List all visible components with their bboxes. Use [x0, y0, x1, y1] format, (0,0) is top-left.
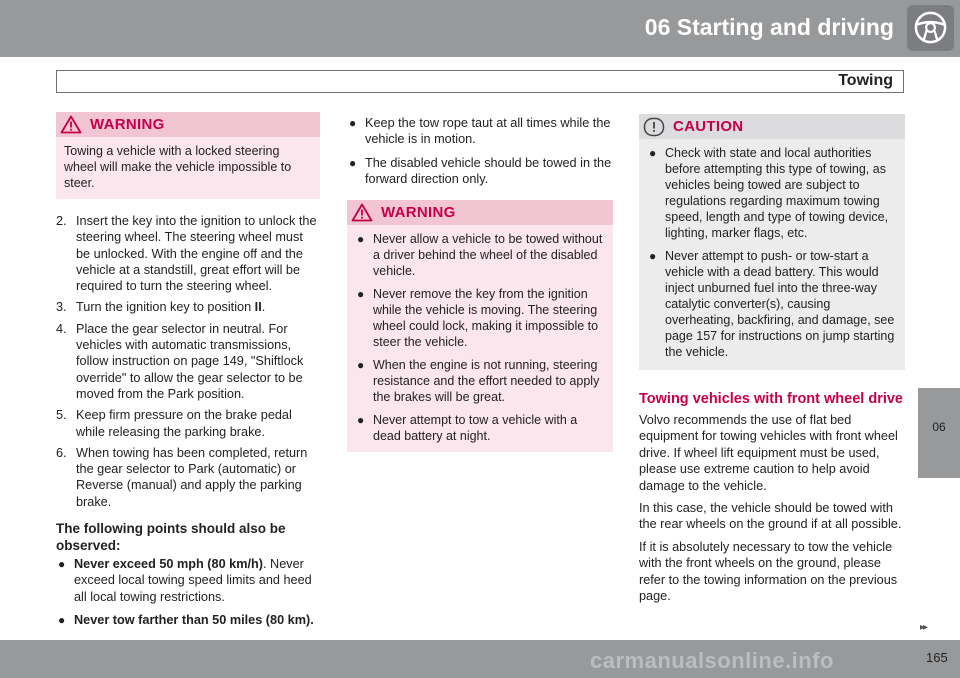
list-item: ● Never allow a vehicle to be towed without a driver behind the wheel of the disabled vehicle.	[357, 232, 603, 279]
caution-box	[639, 114, 905, 370]
warning-triangle-icon	[351, 203, 373, 222]
list-item: ● Never exceed 50 mph (80 km/h). Never exceed local towing speed limits and heed all local towing restrictions.	[58, 557, 312, 604]
warning-label: WARNING	[90, 116, 165, 133]
warning-triangle-icon	[60, 115, 82, 134]
list-item: ● Never attempt to push- or tow-start a vehicle with a dead battery. This would inject unburned fuel into the three-way catalytic converter(s), causing overheating, backfiring, and damage, see page 157 for instructions on jump starting the vehicle.	[649, 249, 895, 359]
column-2	[347, 115, 613, 452]
next-page-indicator: ▸▸	[920, 622, 927, 633]
points-list	[56, 556, 320, 628]
chapter-icon-box	[907, 5, 954, 51]
caution-label: CAUTION	[673, 118, 744, 135]
warning-label: WARNING	[381, 204, 456, 222]
column-1	[56, 112, 320, 628]
section-bar	[56, 70, 904, 93]
list-item: 4. Place the gear selector in neutral. For vehicles with automatic transmissions, follow instruction on page 149, "Shiftlock override" to allow the gear selector to be moved from the Park position.	[56, 321, 304, 401]
list-item: ● Never remove the key from the ignition while the vehicle is moving. The steering wheel could lock, making it impossible to steer the vehicle.	[357, 287, 599, 350]
list-item: 6. When towing has been completed, return the gear selector to Park (automatic) or Reverse (manual) and apply the parking brake.	[56, 445, 308, 509]
section-title: Towing	[838, 72, 893, 89]
list-item: 5. Keep firm pressure on the brake pedal while releasing the parking brake.	[56, 408, 292, 439]
paragraph: In this case, the vehicle should be towed with the rear wheels on the ground if at all possible.	[639, 501, 902, 532]
column-3	[639, 114, 905, 604]
caution-header	[639, 114, 905, 139]
warning-box-driver	[347, 200, 613, 452]
caution-exclamation-icon	[643, 117, 665, 137]
tow-rope-list	[347, 115, 613, 187]
chapter-title: 06 Starting and driving	[644, 14, 894, 40]
list-item: ● Keep the tow rope taut at all times while the vehicle is in motion.	[349, 116, 611, 147]
warning-header	[56, 112, 320, 137]
subheading: The following points should also be observed:	[56, 521, 286, 554]
warning-header	[347, 200, 613, 225]
footer-band	[0, 640, 960, 678]
steering-wheel-icon	[913, 10, 948, 45]
watermark: carmanualsonline.info	[590, 648, 834, 673]
caution-items	[647, 145, 897, 360]
chapter-tab-label: 06	[932, 420, 946, 434]
warning-items	[355, 231, 605, 444]
list-item: ● Never attempt to tow a vehicle with a dead battery at night.	[357, 413, 578, 444]
warning-body	[347, 225, 613, 452]
header-band	[0, 0, 960, 57]
warning-text: Towing a vehicle with a locked steering wheel will make the vehicle impossible to steer.	[64, 144, 292, 190]
caution-body	[639, 139, 905, 370]
paragraph: If it is absolutely necessary to tow the vehicle with the front wheels on the ground, please refer to the towing information on the previous page.	[639, 539, 898, 604]
section-heading: Towing vehicles with front wheel drive	[639, 391, 903, 407]
list-item: ● When the engine is not running, steering resistance and the effort needed to apply the brakes will be great.	[357, 358, 600, 405]
list-item: ● Never tow farther than 50 miles (80 km).	[58, 612, 314, 627]
list-item: ● Check with state and local authorities before attempting this type of towing, as vehicles being towed are subject to regulations regarding maximum towing speed, length and type of towing device, lighting, marker flags, etc.	[649, 146, 889, 240]
list-item: 3. Turn the ignition key to position II.	[56, 300, 266, 315]
chapter-tab	[918, 388, 960, 478]
paragraph: Volvo recommends the use of flat bed equipment for towing vehicles with front wheel drive. If wheel lift equipment must be used, please use extreme caution to help avoid damage to the vehicle.	[639, 413, 898, 493]
list-item: 2. Insert the key into the ignition to unlock the steering wheel. The steering wheel must be unlocked. With the engine off and the vehicle at a standstill, great effort will be required to turn the steering wheel.	[56, 214, 317, 294]
warning-box-locked-steering	[56, 112, 320, 199]
page-number: 165	[926, 650, 948, 665]
towing-steps-list	[56, 213, 320, 510]
list-item: ● The disabled vehicle should be towed in the forward direction only.	[349, 155, 612, 186]
